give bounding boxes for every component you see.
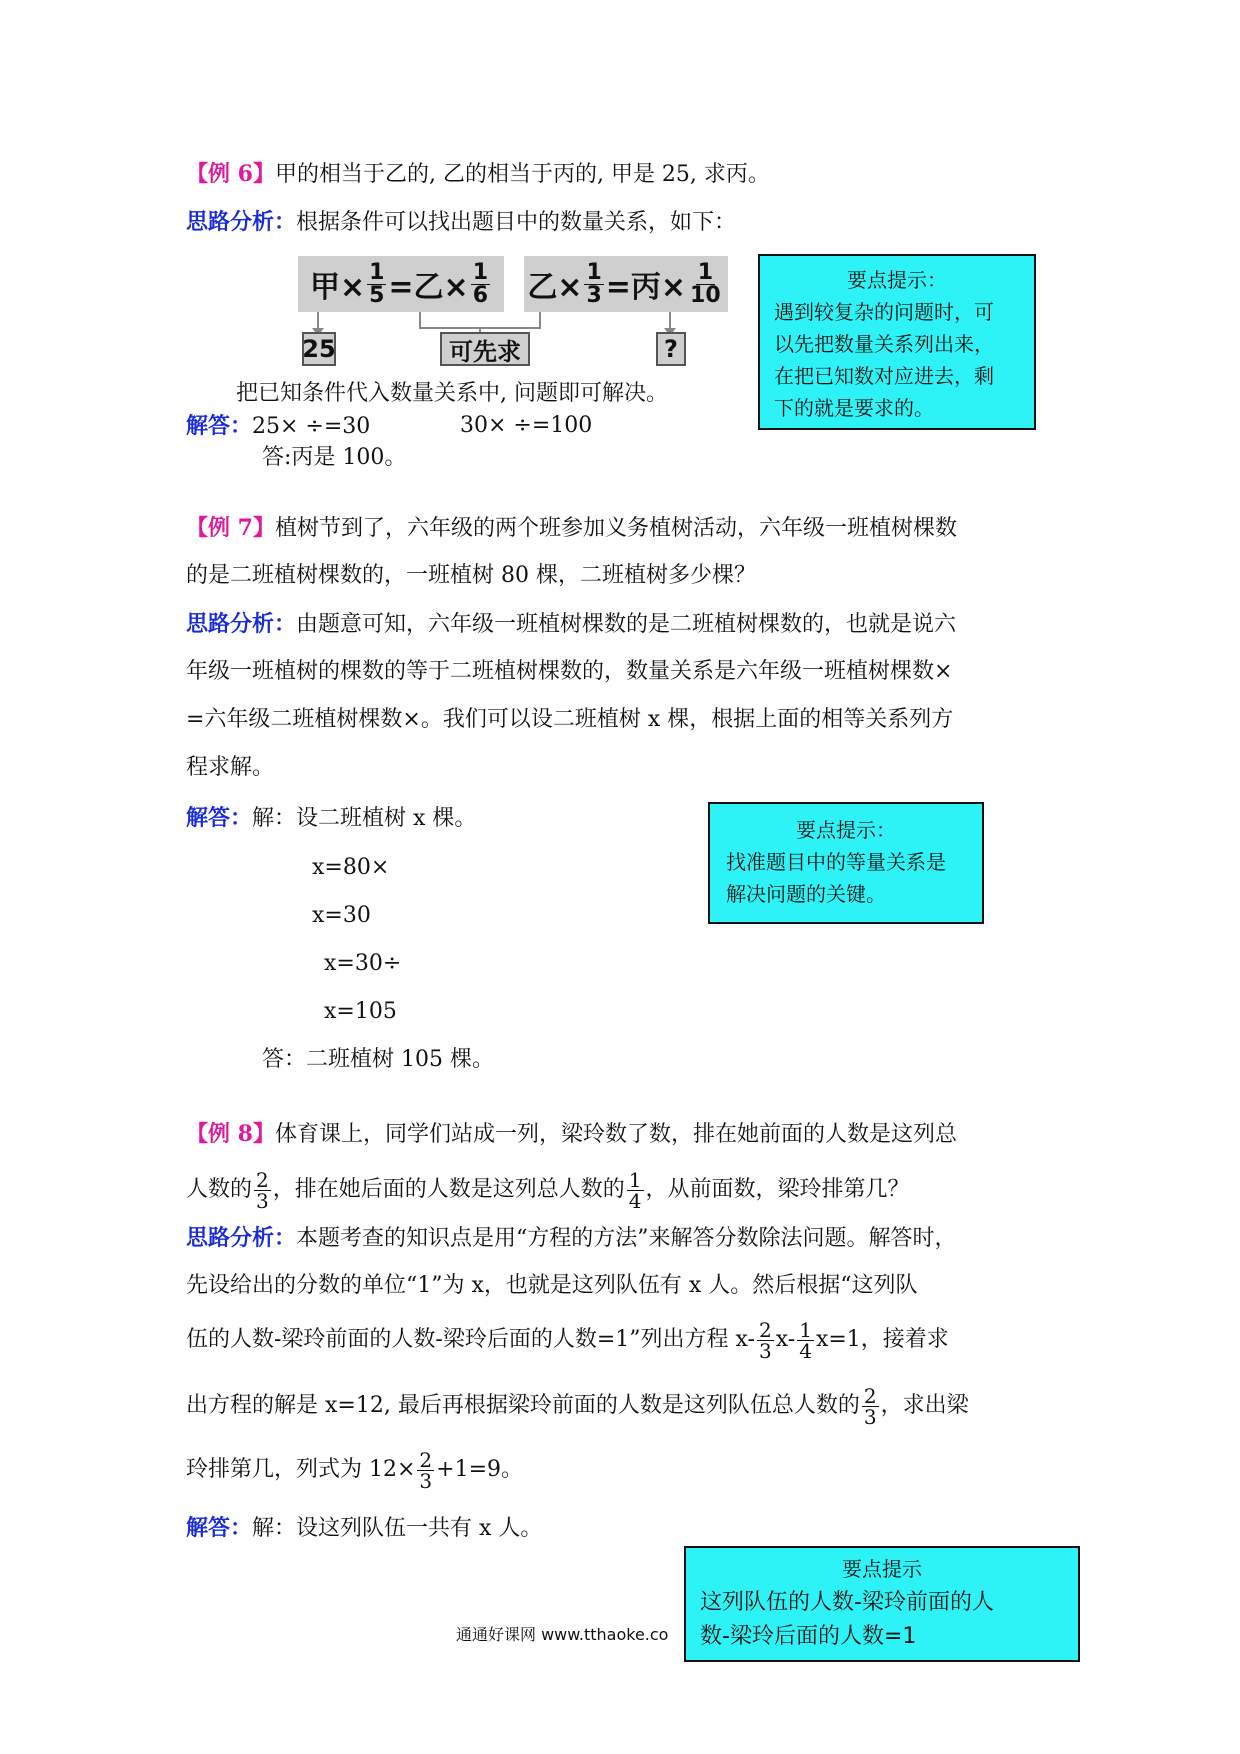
- tip-line: 遇到较复杂的问题时，可: [774, 300, 994, 324]
- example8-question-1: 【例 8】体育课上，同学们站成一列，梁玲数了数，排在她前面的人数是这列总: [186, 1121, 957, 1147]
- example7-analysis-3: =六年级二班植树棵数×。我们可以设二班植树 x 棵，根据上面的相等关系列方: [186, 707, 954, 732]
- example8-analysis-3: 伍的人数-梁玲前面的人数-梁玲后面的人数=1”列出方程 x- $\frac{2}{3}$ x- $\frac{1}{4}$ x=1，接着求: [186, 1317, 949, 1363]
- relation-diagram-connectors: [0, 0, 1240, 420]
- example8-analysis-1: 思路分析：本题考查的知识点是用“方程的方法”来解答分数除法问题。解答时，: [186, 1225, 957, 1251]
- example8-tag: 【例 8】: [186, 1121, 275, 1147]
- fraction: $\frac{2}{3}$: [759, 1317, 772, 1363]
- example6-final: 答:丙是 100。: [262, 445, 407, 470]
- tip-box-example6: [758, 254, 1036, 430]
- example6-analysis: 思路分析：根据条件可以找出题目中的数量关系，如下：: [186, 209, 737, 235]
- tip-box-example8: [684, 1546, 1080, 1662]
- fraction: $\frac{1}{5}$: [369, 259, 385, 308]
- example6-calc2: 30× ÷=100: [460, 413, 593, 438]
- box-unknown: ?: [656, 332, 686, 366]
- tip-line: 解决问题的关键。: [726, 882, 886, 906]
- example7-step-3: x=30: [312, 903, 371, 928]
- example8-analysis-2: 先设给出的分数的单位“1”为 x，也就是这列队伍有 x 人。然后根据“这列队: [186, 1273, 918, 1298]
- tip-title: 要点提示：: [796, 818, 896, 842]
- equation-box-1: 甲× $\frac{1}{5}$ =乙× $\frac{1}{6}$: [298, 256, 504, 312]
- tip-box-example7: [708, 802, 984, 924]
- fraction: $\frac{1}{4}$: [628, 1167, 642, 1213]
- example6-question: 【例 6】甲的相当于乙的, 乙的相当于丙的, 甲是 25, 求丙。: [186, 161, 770, 187]
- example8-question-2: 人数的 $\frac{2}{3}$ ，排在她后面的人数是这列总人数的 $\frac{1}{4}$ ，从前面数，梁玲排第几？: [186, 1167, 910, 1213]
- fraction: $\frac{1}{10}$: [690, 259, 721, 308]
- fraction: $\frac{2}{3}$: [256, 1167, 269, 1213]
- answer-label: 解答：: [186, 1515, 253, 1541]
- fraction: $\frac{1}{6}$: [472, 259, 489, 308]
- answer-label: 解答：: [186, 413, 253, 439]
- analysis-label: 思路分析：: [186, 611, 297, 637]
- example7-step-5: x=105: [324, 999, 397, 1024]
- example6-after: 把已知条件代入数量关系中, 问题即可解决。: [236, 381, 668, 406]
- footer-text: 通通好课网 www.tthaoke.co: [456, 1625, 669, 1644]
- tip-line: 在把已知数对应进去，剩: [774, 364, 994, 388]
- tip-line: 找准题目中的等量关系是: [726, 850, 946, 874]
- box-known-25: 25: [302, 332, 336, 366]
- tip-line: 这列队伍的人数-梁玲前面的人: [700, 1590, 994, 1615]
- example8-analysis-5: 玲排第几，列式为 12× $\frac{2}{3}$ +1=9。: [186, 1447, 524, 1493]
- example6-tag: 【例 6】: [186, 161, 275, 187]
- example8-analysis-4: 出方程的解是 x=12, 最后再根据梁玲前面的人数是这列队伍总人数的 $\frac{2}{3}$ ，求出梁: [186, 1383, 969, 1429]
- fraction: $\frac{2}{3}$: [419, 1447, 433, 1493]
- example7-step-2: x=80×: [312, 855, 390, 880]
- analysis-label: 思路分析：: [186, 1225, 297, 1251]
- tip-line: 下的就是要求的。: [774, 396, 934, 420]
- fraction: $\frac{1}{3}$: [586, 259, 602, 308]
- example7-analysis-2: 年级一班植树的棵数的等于二班植树棵数的，数量关系是六年级一班植树棵数×: [186, 659, 953, 684]
- example7-final: 答：二班植树 105 棵。: [262, 1047, 494, 1072]
- example7-question-1: 【例 7】植树节到了，六年级的两个班参加义务植树活动，六年级一班植树棵数: [186, 515, 957, 541]
- example7-analysis-4: 程求解。: [186, 755, 275, 780]
- example7-analysis-1: 思路分析：由题意可知，六年级一班植树棵数的是二班植树棵数的，也就是说六: [186, 611, 957, 637]
- example7-answer: 解答：解：设二班植树 x 棵。: [186, 805, 477, 831]
- equation-box-2: 乙× $\frac{1}{3}$ =丙× $\frac{1}{10}$: [524, 256, 728, 312]
- box-solve-first: 可先求: [440, 332, 530, 366]
- fraction: $\frac{2}{3}$: [863, 1383, 877, 1429]
- fraction: $\frac{1}{4}$: [799, 1317, 812, 1363]
- tip-title: 要点提示：: [847, 268, 947, 292]
- tip-line: 数-梁玲后面的人数=1: [700, 1624, 917, 1649]
- example7-question-2: 的是二班植树棵数的，一班植树 80 棵，二班植树多少棵？: [186, 563, 756, 588]
- example7-tag: 【例 7】: [186, 515, 275, 541]
- example8-answer: 解答：解：设这列队伍一共有 x 人。: [186, 1515, 543, 1541]
- tip-line: 以先把数量关系列出来，: [774, 332, 994, 356]
- tip-title: 要点提示: [842, 1557, 922, 1581]
- answer-label: 解答：: [186, 805, 253, 831]
- example6-answer: 解答：25× ÷=30: [186, 413, 371, 439]
- analysis-label: 思路分析：: [186, 209, 297, 235]
- example7-step-4: x=30÷: [324, 951, 402, 976]
